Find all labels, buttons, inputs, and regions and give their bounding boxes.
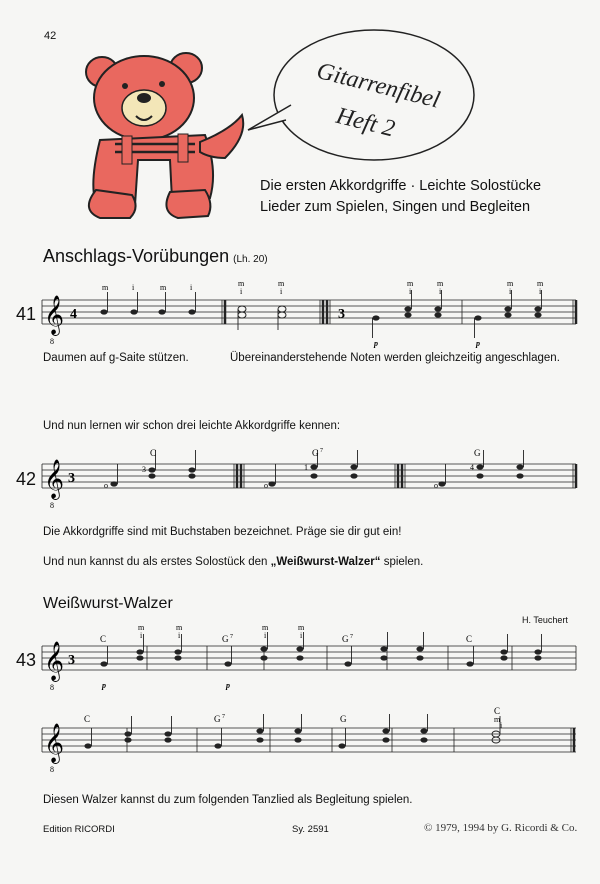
svg-text:m: m [407, 279, 414, 288]
svg-text:m: m [262, 623, 269, 632]
note-akkordgriffe: Die Akkordgriffe sind mit Buchstaben bezeichnet. Präge sie dir gut ein! [43, 526, 402, 538]
svg-text:C: C [84, 714, 91, 724]
svg-text:p: p [226, 681, 230, 690]
svg-text:m: m [494, 715, 501, 724]
svg-text:4: 4 [70, 307, 77, 322]
svg-text:C: C [150, 448, 157, 458]
composer: H. Teuchert [522, 615, 568, 625]
svg-text:7: 7 [350, 634, 353, 640]
svg-text:C: C [100, 634, 107, 644]
svg-text:o: o [264, 481, 268, 490]
svg-text:p: p [102, 681, 106, 690]
note-walzer-begleitung: Diesen Walzer kannst du zum folgenden Tanzlied als Begleitung spielen. [43, 794, 413, 806]
note-und-nun: Und nun lernen wir schon drei leichte Akkordgriffe kennen: [43, 420, 341, 432]
bubble-line-1: Gitarrenfibel [314, 58, 443, 114]
exercise-number-42: 42 [16, 469, 37, 489]
svg-text:G: G [340, 714, 347, 724]
footer-copyright: © 1979, 1994 by G. Ricordi & Co. [424, 822, 578, 834]
svg-text:i: i [140, 631, 143, 640]
svg-text:7: 7 [230, 634, 233, 640]
note-daumen: Daumen auf g-Saite stützen. [43, 352, 189, 364]
svg-text:8: 8 [50, 765, 54, 774]
staff-exercise-43-line-1 [42, 623, 582, 696]
svg-text:8: 8 [50, 501, 54, 510]
svg-text:m: m [138, 623, 145, 632]
subtitle-line-2: Lieder zum Spielen, Singen und Begleiten [260, 199, 531, 215]
treble-clef-icon: 𝄞 [44, 297, 65, 334]
treble-clef-icon: 𝄞 [44, 461, 65, 498]
svg-text:3: 3 [338, 307, 345, 322]
note-uebereinander: Übereinanderstehende Noten werden gleichzeitig angeschlagen. [230, 352, 560, 364]
section-title-walzer: Weißwurst-Walzer [43, 595, 173, 612]
svg-text:p: p [374, 339, 378, 348]
svg-text:G: G [312, 448, 319, 458]
svg-text:m: m [437, 279, 444, 288]
section-ref: (Lh. 20) [233, 254, 268, 265]
svg-text:i: i [264, 631, 267, 640]
svg-text:8: 8 [50, 683, 54, 692]
svg-text:m: m [238, 279, 245, 288]
svg-text:i: i [240, 287, 243, 296]
svg-text:3: 3 [142, 465, 146, 474]
svg-text:G: G [474, 448, 481, 458]
svg-text:3: 3 [68, 471, 75, 486]
svg-text:i: i [539, 287, 542, 296]
exercise-number-43: 43 [16, 650, 37, 670]
svg-text:m: m [278, 279, 285, 288]
staff-exercise-43-line-2 [42, 708, 582, 778]
exercise-number-41: 41 [16, 304, 37, 324]
svg-text:3: 3 [68, 653, 75, 668]
svg-text:4: 4 [470, 463, 474, 472]
svg-text:p: p [476, 339, 480, 348]
treble-clef-icon: 𝄞 [44, 643, 65, 680]
svg-text:i: i [509, 287, 512, 296]
bubble-line-2: Heft 2 [333, 102, 398, 143]
svg-text:G: G [342, 634, 349, 644]
page-number: 42 [44, 30, 57, 42]
svg-text:i: i [132, 283, 135, 292]
bear-illustration [60, 40, 250, 230]
svg-text:i: i [178, 631, 181, 640]
svg-text:C: C [466, 634, 473, 644]
note-solostueck: Und nun kannst du als erstes Solostück den „Weißwurst-Walzer“ spielen. [43, 556, 424, 568]
svg-text:C: C [494, 706, 501, 716]
svg-text:i: i [500, 721, 503, 730]
svg-text:7: 7 [222, 714, 225, 720]
svg-text:m: m [176, 623, 183, 632]
svg-text:m: m [507, 279, 514, 288]
treble-clef-icon: 𝄞 [44, 725, 65, 762]
open-string-mark: o [104, 481, 108, 490]
svg-text:m: m [160, 283, 167, 292]
section-title-anschlag: Anschlags-Vorübungen (Lh. 20) [43, 246, 268, 266]
svg-text:i: i [439, 287, 442, 296]
svg-text:G: G [214, 714, 221, 724]
svg-text:1: 1 [304, 463, 308, 472]
svg-text:i: i [190, 283, 193, 292]
svg-text:m: m [102, 283, 109, 292]
svg-text:i: i [409, 287, 412, 296]
svg-text:m: m [298, 623, 305, 632]
footer-edition: Edition RICORDI [43, 824, 115, 835]
svg-text:m: m [537, 279, 544, 288]
subtitle-line-1: Die ersten Akkordgriffe · Leichte Solostücke [260, 178, 542, 194]
svg-text:G: G [222, 634, 229, 644]
footer-catalog: Sy. 2591 [292, 824, 329, 835]
staff-exercise-41 [42, 280, 582, 350]
svg-text:i: i [300, 631, 303, 640]
svg-text:o: o [434, 481, 438, 490]
svg-text:i: i [280, 287, 283, 296]
staff-exercise-42 [42, 446, 582, 516]
svg-text:7: 7 [320, 448, 323, 454]
svg-text:8: 8 [50, 337, 54, 346]
speech-bubble [246, 20, 496, 180]
